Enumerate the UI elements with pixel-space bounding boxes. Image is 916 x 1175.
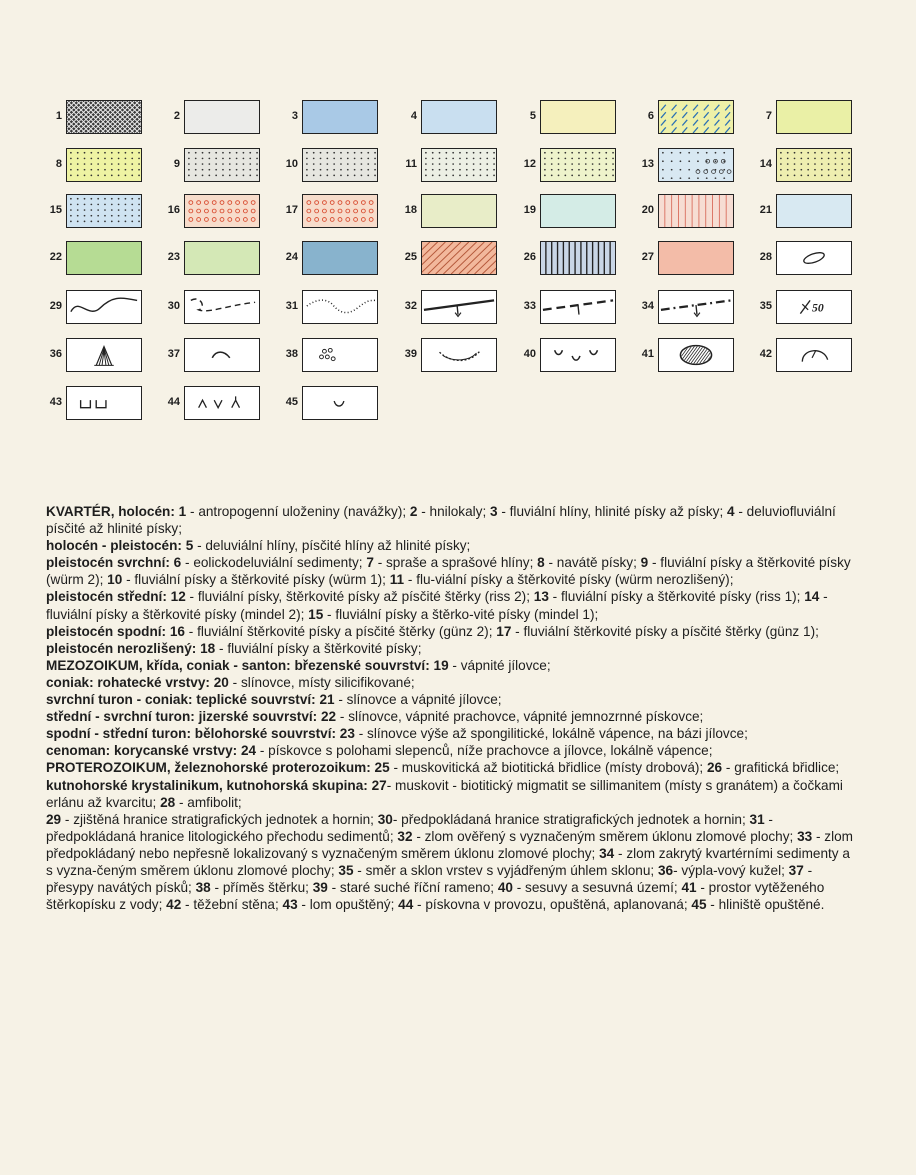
legend-swatch [302,148,378,182]
paragraph-middle-upper-turonian: střední - svrchní turon: jizerské souvrství: 22 - slínovce, vápnité prachovce, vápnité jemnozrnné pískovce; [46,709,704,725]
legend-item-16 [154,194,264,230]
legend-item-7 [746,100,856,136]
legend-swatch [302,386,378,420]
legend-item-8 [36,148,146,184]
legend-swatch [658,241,734,275]
legend-swatch [540,338,616,372]
legend-item-35 [746,290,856,326]
legend-pattern-symbol-landslide [541,339,615,371]
paragraph-holocene-pleistocene: holocén - pleistocén: 5 - deluviální hlíny, písčité hlíny až hlinité písky; [46,538,471,554]
legend-swatch [540,290,616,324]
legend-item-13 [628,148,738,184]
legend-swatch [302,290,378,324]
legend-item-1 [36,100,146,136]
legend-swatch [421,100,497,134]
legend-pattern-symbol-fan [67,339,141,371]
legend-item-43 [36,386,146,422]
legend-swatch [540,100,616,134]
legend-swatch [184,194,260,228]
paragraph-upper-turonian: svrchní turon - coniak: teplické souvrství: 21 - slínovce a vápnité jílovce; [46,692,502,708]
legend-swatch [302,241,378,275]
legend-item-number: 27 [641,251,654,263]
legend-swatch [776,194,852,228]
legend-item-45 [272,386,382,422]
legend-item-number: 15 [49,204,62,216]
legend-item-number: 39 [404,348,417,360]
legend-item-4 [391,100,501,136]
legend-item-number: 30 [167,300,180,312]
legend-pattern-vertical-lines-red [659,195,733,227]
legend-item-number: 44 [167,396,180,408]
legend-item-2 [154,100,264,136]
paragraph-lower-middle-turonian: spodní - střední turon: bělohorské souvrství: 23 - slínovce výše až spongilitické, lokálně vápence, na bázi jílovce; [46,726,748,742]
legend-item-33 [510,290,620,326]
legend-item-number: 31 [285,300,298,312]
legend-item-number: 14 [759,158,772,170]
legend-item-24 [272,241,382,277]
legend-pattern-dots [185,149,259,181]
legend-pattern-symbol-dotted-curve [303,291,377,323]
legend-item-15 [36,194,146,230]
legend-pattern-symbol-solid-curve [67,291,141,323]
legend-item-31 [272,290,382,326]
legend-item-5 [510,100,620,136]
legend-item-number: 9 [173,158,180,170]
legend-swatch [184,100,260,134]
legend-item-number: 2 [173,110,180,122]
legend-swatch [421,148,497,182]
legend-item-21 [746,194,856,230]
legend-pattern-none [777,101,851,133]
legend-swatch [540,241,616,275]
legend-pattern-symbol-fault-dashdot [659,291,733,323]
legend-swatch [302,194,378,228]
legend-item-number: 43 [49,396,62,408]
legend-item-number: 8 [55,158,62,170]
legend-pattern-symbol-claypit [303,387,377,419]
legend-swatch [66,194,142,228]
legend-item-17 [272,194,382,230]
legend-item-18 [391,194,501,230]
legend-item-9 [154,148,264,184]
legend-item-12 [510,148,620,184]
legend-pattern-dots [777,149,851,181]
legend-swatch [776,338,852,372]
legend-pattern-symbol-dune [185,339,259,371]
legend-item-number: 34 [641,300,654,312]
legend-item-23 [154,241,264,277]
legend-description [46,503,854,913]
legend-item-32 [391,290,501,326]
paragraph-lower-pleistocene: pleistocén spodní: 16 - fluviální štěrkovité písky a písčité štěrky (günz 2); 17 - fluviální štěrkovité písky a písčité štěrky (günz 1); pleistocén nerozlišený: 18 - fluviální písky a štěrkovité písky; [46,623,819,656]
legend-swatch [66,148,142,182]
legend-item-number: 7 [765,110,772,122]
legend-swatch [302,338,378,372]
legend-pattern-none [303,242,377,274]
legend-pattern-symbol-ellipse [777,242,851,274]
legend-item-39 [391,338,501,374]
legend-item-number: 4 [410,110,417,122]
legend-swatch [658,194,734,228]
legend-item-10 [272,148,382,184]
legend-pattern-symbol-fault-dashed [541,291,615,323]
legend-swatch [776,148,852,182]
legend-item-number: 20 [641,204,654,216]
legend-item-number: 42 [759,348,772,360]
legend-swatch [302,100,378,134]
legend-pattern-none [422,195,496,227]
legend-item-22 [36,241,146,277]
legend-pattern-symbol-dashed-curve [185,291,259,323]
legend-item-number: 3 [291,110,298,122]
legend-swatch [540,194,616,228]
legend-pattern-dots [67,195,141,227]
legend-item-number: 21 [759,204,772,216]
dip-angle-label: 50 [812,302,824,315]
legend-item-number: 41 [641,348,654,360]
legend-item-19 [510,194,620,230]
legend-item-number: 35 [759,300,772,312]
legend-swatch [421,241,497,275]
legend-item-3 [272,100,382,136]
legend-item-number: 29 [49,300,62,312]
legend-pattern-symbol-mining-wall [777,339,851,371]
legend-swatch [776,241,852,275]
legend-item-number: 1 [55,110,62,122]
legend-swatch [421,290,497,324]
legend-swatch [776,290,852,324]
legend-pattern-circles [303,195,377,227]
legend-item-number: 36 [49,348,62,360]
legend-item-30 [154,290,264,326]
legend-swatch [184,241,260,275]
legend-swatch [184,290,260,324]
legend-pattern-symbol-sandpit [185,387,259,419]
paragraph-proterozoic: PROTEROZOIKUM, železnohorské proterozoikum: 25 - muskovitická až biotitická břidlice (místy drobová); 26 - grafitická břidlice; [46,760,840,776]
legend-pattern-diagonal-dashes [659,101,733,133]
legend-pattern-symbol-quarry [67,387,141,419]
legend-item-number: 38 [285,348,298,360]
legend-item-20 [628,194,738,230]
legend-item-number: 26 [523,251,536,263]
legend-pattern-diagonal-lines [422,242,496,274]
legend-pattern-symbol-fault-solid [422,291,496,323]
legend-pattern-none [659,242,733,274]
legend-item-40 [510,338,620,374]
legend-pattern-symbol-oxbow [422,339,496,371]
paragraph-cenomanian: cenoman: korycanské vrstvy: 24 - pískovce s polohami slepenců, níže prachovce a jílovce, lokálně vápence; [46,743,713,759]
legend-pattern-dots [422,149,496,181]
legend-pattern-none [303,101,377,133]
legend-pattern-symbol-pit-lake [659,339,733,371]
legend-item-25 [391,241,501,277]
legend-swatch [66,338,142,372]
legend-swatch [658,148,734,182]
paragraph-middle-pleistocene: pleistocén střední: 12 - fluviální písky, štěrkovité písky až písčité štěrky (riss 2); 13 - fluviální písky a štěrkovité písky (riss 1); 14 - fluviální písky a štěrkovité písky (mindel 2); 15 - fluviální písky a štěrko-vité písky (mindel 1); [46,589,828,622]
legend-swatch [540,148,616,182]
legend-swatch [66,290,142,324]
legend-grid [0,0,916,440]
legend-item-37 [154,338,264,374]
legend-swatch [658,338,734,372]
legend-item-number: 6 [647,110,654,122]
legend-item-29 [36,290,146,326]
legend-swatch [184,338,260,372]
legend-swatch [66,241,142,275]
legend-item-36 [36,338,146,374]
legend-item-14 [746,148,856,184]
legend-item-number: 25 [404,251,417,263]
legend-item-number: 33 [523,300,536,312]
legend-item-number: 5 [529,110,536,122]
legend-pattern-dots [541,149,615,181]
legend-item-11 [391,148,501,184]
legend-swatch [184,386,260,420]
paragraph-coniacian: coniak: rohatecké vrstvy: 20 - slínovce, místy silicifikované; [46,674,415,690]
legend-pattern-none [185,101,259,133]
legend-item-38 [272,338,382,374]
legend-swatch [66,386,142,420]
legend-item-6 [628,100,738,136]
legend-item-number: 45 [285,396,298,408]
paragraph-upper-pleistocene: pleistocén svrchní: 6 - eolickodeluviální sedimenty; 7 - spraše a sprašové hlíny; 8 - navátě písky; 9 - fluviální písky a štěrkovité písky (würm 2); 10 - fluviální písky a štěrkovité písky (würm 1); 11 - flu-viální písky a štěrkovité písky (würm nerozlišený); [46,555,851,588]
legend-pattern-none [422,101,496,133]
legend-pattern-none [185,242,259,274]
legend-item-34 [628,290,738,326]
legend-pattern-circles [185,195,259,227]
legend-item-number: 40 [523,348,536,360]
legend-item-number: 18 [404,204,417,216]
paragraph-crystalline: kutnohorské krystalinikum, kutnohorská skupina: 27- muskovit - biotitický migmatit se sillimanitem (místy s granátem) a čočkami erlánu až kvarcitu; 28 - amfibolit; [46,777,843,810]
legend-item-number: 37 [167,348,180,360]
legend-swatch [658,290,734,324]
legend-item-number: 32 [404,300,417,312]
legend-item-number: 16 [167,204,180,216]
legend-item-41 [628,338,738,374]
legend-pattern-symbol-dip [777,291,851,323]
legend-item-number: 19 [523,204,536,216]
legend-swatch [184,148,260,182]
legend-pattern-dots [67,149,141,181]
legend-pattern-none [541,101,615,133]
legend-pattern-symbol-gravel [303,339,377,371]
legend-item-26 [510,241,620,277]
paragraph-quaternary-holocene: KVARTÉR, holocén: 1 - antropogenní uloženiny (navážky); 2 - hnilokaly; 3 - fluviální hlíny, hlinité písky až písky; 4 - deluviofluviální písčité až hlinité písky; [46,504,836,537]
legend-pattern-dots [303,149,377,181]
legend-item-number: 23 [167,251,180,263]
legend-pattern-vertical-lines [541,242,615,274]
legend-item-27 [628,241,738,277]
legend-pattern-none [67,242,141,274]
paragraph-symbols: 29 - zjištěná hranice stratigrafických jednotek a hornin; 30- předpokládaná hranice stratigrafických jednotek a hornin; 31 - předpokládaná hranice litologického přechodu sedimentů; 32 - zlom ověřený s vyznačeným směrem úklonu zlomové plochy; 33 - zlom předpokládaný nebo nepřesně lokalizovaný s vyznačeným směrem úklonu zlomové plochy; 34 - zlom zakrytý kvartérními sedimenty a s vyzna-čeným směrem úklonu zlomové plochy; 35 - směr a sklon vrstev s vyjádřeným úhlem sklonu; 36- výpla-vový kužel; 37 - přesypy navátých písků; 38 - příměs štěrku; 39 - staré suché říční rameno; 40 - sesuvy a sesuvná území; 41 - prostor vytěženého štěrkopísku z vody; 42 - těžební stěna; 43 - lom opuštěný; 44 - pískovna v provozu, opuštěná, aplanovaná; 45 - hliniště opuštěné. [46,811,853,913]
legend-swatch [421,338,497,372]
legend-item-number: 12 [523,158,536,170]
paragraph-mesozoic: MEZOZOIKUM, křída, coniak - santon: březenské souvrství: 19 - vápnité jílovce; [46,657,551,673]
legend-item-28 [746,241,856,277]
legend-item-number: 13 [641,158,654,170]
legend-swatch [658,100,734,134]
legend-item-number: 24 [285,251,298,263]
legend-swatch [66,100,142,134]
legend-item-number: 28 [759,251,772,263]
legend-item-number: 17 [285,204,298,216]
legend-swatch [421,194,497,228]
legend-item-number: 11 [405,158,417,170]
legend-item-42 [746,338,856,374]
legend-pattern-none [777,195,851,227]
legend-pattern-none [541,195,615,227]
legend-item-number: 10 [285,158,298,170]
legend-item-number: 22 [49,251,62,263]
legend-pattern-dots-circles [659,149,733,181]
legend-swatch [776,100,852,134]
legend-item-44 [154,386,264,422]
legend-pattern-crosshatch [67,101,141,133]
